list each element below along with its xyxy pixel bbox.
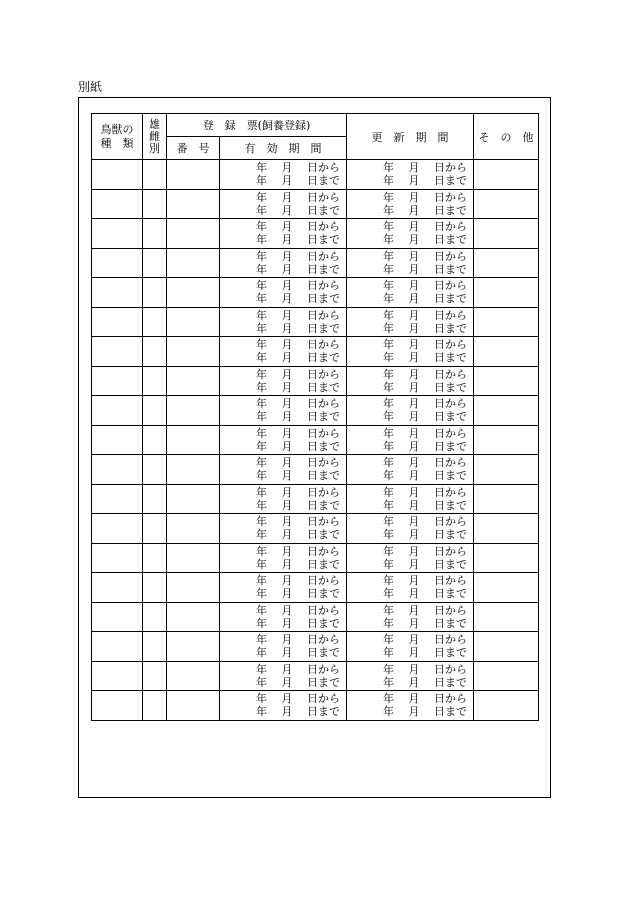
other-cell[interactable]	[474, 189, 539, 219]
number-cell[interactable]	[167, 189, 220, 219]
period-from-text: 年 月 日から	[383, 161, 467, 175]
number-cell[interactable]	[167, 691, 220, 721]
valid-period-cell[interactable]	[220, 337, 347, 367]
number-cell[interactable]	[167, 514, 220, 544]
renewal-period-cell[interactable]	[347, 307, 474, 337]
period-to-text: 年 月 日まで	[383, 292, 467, 306]
period-to-text: 年 月 日まで	[256, 203, 340, 217]
other-cell[interactable]	[474, 248, 539, 278]
period-to-text: 年 月 日まで	[383, 705, 467, 719]
valid-period-cell[interactable]	[220, 219, 347, 249]
other-cell[interactable]	[474, 484, 539, 514]
period-from-text: 年 月 日から	[256, 515, 340, 529]
renewal-period-cell[interactable]	[347, 425, 474, 455]
number-cell[interactable]	[167, 543, 220, 573]
period-from-text: 年 月 日から	[383, 338, 467, 352]
species-cell[interactable]	[92, 661, 143, 691]
period-to-text: 年 月 日まで	[256, 262, 340, 276]
renewal-period-cell[interactable]	[347, 514, 474, 544]
period-from-text: 年 月 日から	[256, 367, 340, 381]
period-to-text: 年 月 日まで	[383, 203, 467, 217]
period-to-text: 年 月 日まで	[383, 587, 467, 601]
period-from-text: 年 月 日から	[256, 279, 340, 293]
table-row	[92, 602, 539, 632]
period-to-text: 年 月 日まで	[256, 557, 340, 571]
period-from-text: 年 月 日から	[383, 574, 467, 588]
header-other: そ の 他	[474, 114, 539, 160]
period-from-text: 年 月 日から	[256, 161, 340, 175]
renewal-period-cell[interactable]	[347, 661, 474, 691]
valid-period-cell[interactable]	[220, 602, 347, 632]
sex-cell[interactable]	[143, 602, 167, 632]
species-cell[interactable]	[92, 573, 143, 603]
species-cell[interactable]	[92, 425, 143, 455]
period-to-text: 年 月 日まで	[256, 469, 340, 483]
other-cell[interactable]	[474, 602, 539, 632]
number-cell[interactable]	[167, 602, 220, 632]
species-cell[interactable]	[92, 602, 143, 632]
number-cell[interactable]	[167, 337, 220, 367]
table-row	[92, 691, 539, 721]
sex-cell[interactable]	[143, 219, 167, 249]
period-from-text: 年 月 日から	[256, 574, 340, 588]
table-row	[92, 366, 539, 396]
period-from-text: 年 月 日から	[256, 249, 340, 263]
other-cell[interactable]	[474, 573, 539, 603]
valid-period-cell[interactable]	[220, 248, 347, 278]
period-to-text: 年 月 日まで	[383, 675, 467, 689]
period-from-text: 年 月 日から	[383, 692, 467, 706]
table-row	[92, 337, 539, 367]
period-from-text: 年 月 日から	[256, 456, 340, 470]
period-from-text: 年 月 日から	[383, 190, 467, 204]
number-cell[interactable]	[167, 632, 220, 662]
sex-cell[interactable]	[143, 573, 167, 603]
valid-period-cell[interactable]	[220, 573, 347, 603]
table-row	[92, 425, 539, 455]
period-to-text: 年 月 日まで	[383, 616, 467, 630]
period-to-text: 年 月 日まで	[256, 587, 340, 601]
table-row	[92, 307, 539, 337]
period-to-text: 年 月 日まで	[383, 469, 467, 483]
renewal-period-cell[interactable]	[347, 160, 474, 190]
number-cell[interactable]	[167, 307, 220, 337]
sex-cell[interactable]	[143, 278, 167, 308]
period-to-text: 年 月 日まで	[256, 174, 340, 188]
species-cell[interactable]	[92, 484, 143, 514]
species-cell[interactable]	[92, 543, 143, 573]
header-species-text: 鳥獣の 種 類	[100, 122, 134, 150]
period-from-text: 年 月 日から	[383, 603, 467, 617]
other-cell[interactable]	[474, 425, 539, 455]
number-cell[interactable]	[167, 160, 220, 190]
valid-period-cell[interactable]	[220, 632, 347, 662]
period-from-text: 年 月 日から	[383, 515, 467, 529]
period-to-text: 年 月 日まで	[256, 616, 340, 630]
table-row	[92, 543, 539, 573]
header-sex	[143, 114, 167, 160]
renewal-period-cell[interactable]	[347, 189, 474, 219]
species-cell[interactable]	[92, 278, 143, 308]
header-valid-period: 有 効 期 間	[220, 137, 347, 160]
sex-cell[interactable]	[143, 160, 167, 190]
period-from-text: 年 月 日から	[383, 426, 467, 440]
other-cell[interactable]	[474, 219, 539, 249]
period-from-text: 年 月 日から	[383, 397, 467, 411]
period-from-text: 年 月 日から	[383, 220, 467, 234]
period-to-text: 年 月 日まで	[383, 174, 467, 188]
valid-period-cell[interactable]	[220, 691, 347, 721]
sex-cell[interactable]	[143, 661, 167, 691]
table-row	[92, 278, 539, 308]
sex-cell[interactable]	[143, 307, 167, 337]
valid-period-cell[interactable]	[220, 189, 347, 219]
valid-period-cell[interactable]	[220, 425, 347, 455]
renewal-period-cell[interactable]	[347, 543, 474, 573]
table-row	[92, 455, 539, 485]
other-cell[interactable]	[474, 160, 539, 190]
period-to-text: 年 月 日まで	[256, 705, 340, 719]
species-cell[interactable]	[92, 366, 143, 396]
species-cell[interactable]	[92, 307, 143, 337]
renewal-period-cell[interactable]	[347, 278, 474, 308]
sex-cell[interactable]	[143, 484, 167, 514]
table-row	[92, 160, 539, 190]
number-cell[interactable]	[167, 396, 220, 426]
renewal-period-cell[interactable]	[347, 337, 474, 367]
period-from-text: 年 月 日から	[383, 456, 467, 470]
number-cell[interactable]	[167, 278, 220, 308]
species-cell[interactable]	[92, 189, 143, 219]
species-cell[interactable]	[92, 691, 143, 721]
period-from-text: 年 月 日から	[256, 338, 340, 352]
number-cell[interactable]	[167, 573, 220, 603]
table-row	[92, 219, 539, 249]
period-to-text: 年 月 日まで	[256, 646, 340, 660]
header-sex-text: 雄 雌 別	[149, 117, 160, 155]
period-to-text: 年 月 日まで	[383, 557, 467, 571]
other-cell[interactable]	[474, 543, 539, 573]
other-cell[interactable]	[474, 396, 539, 426]
other-cell[interactable]	[474, 366, 539, 396]
page-label: 別紙	[78, 80, 103, 94]
species-cell[interactable]	[92, 248, 143, 278]
valid-period-cell[interactable]	[220, 278, 347, 308]
number-cell[interactable]	[167, 484, 220, 514]
renewal-period-cell[interactable]	[347, 248, 474, 278]
other-cell[interactable]	[474, 455, 539, 485]
period-to-text: 年 月 日まで	[383, 233, 467, 247]
period-to-text: 年 月 日まで	[383, 410, 467, 424]
period-to-text: 年 月 日まで	[383, 351, 467, 365]
sex-cell[interactable]	[143, 514, 167, 544]
valid-period-cell[interactable]	[220, 455, 347, 485]
period-to-text: 年 月 日まで	[383, 262, 467, 276]
renewal-period-cell[interactable]	[347, 573, 474, 603]
number-cell[interactable]	[167, 455, 220, 485]
period-from-text: 年 月 日から	[256, 633, 340, 647]
table-row	[92, 514, 539, 544]
period-from-text: 年 月 日から	[256, 662, 340, 676]
period-to-text: 年 月 日まで	[383, 528, 467, 542]
number-cell[interactable]	[167, 661, 220, 691]
period-from-text: 年 月 日から	[256, 426, 340, 440]
period-to-text: 年 月 日まで	[256, 292, 340, 306]
species-cell[interactable]	[92, 219, 143, 249]
period-from-text: 年 月 日から	[256, 308, 340, 322]
form-frame	[78, 97, 551, 798]
period-from-text: 年 月 日から	[383, 485, 467, 499]
period-to-text: 年 月 日まで	[383, 498, 467, 512]
renewal-period-cell[interactable]	[347, 396, 474, 426]
valid-period-cell[interactable]	[220, 514, 347, 544]
period-from-text: 年 月 日から	[383, 367, 467, 381]
period-to-text: 年 月 日まで	[256, 528, 340, 542]
table-row	[92, 484, 539, 514]
period-to-text: 年 月 日まで	[256, 410, 340, 424]
renewal-period-cell[interactable]	[347, 602, 474, 632]
period-to-text: 年 月 日まで	[383, 439, 467, 453]
valid-period-cell[interactable]	[220, 366, 347, 396]
other-cell[interactable]	[474, 307, 539, 337]
period-to-text: 年 月 日まで	[256, 351, 340, 365]
table-body	[92, 160, 539, 721]
period-from-text: 年 月 日から	[383, 279, 467, 293]
period-from-text: 年 月 日から	[256, 692, 340, 706]
sex-cell[interactable]	[143, 632, 167, 662]
period-from-text: 年 月 日から	[256, 397, 340, 411]
period-from-text: 年 月 日から	[256, 544, 340, 558]
period-to-text: 年 月 日まで	[256, 321, 340, 335]
species-cell[interactable]	[92, 514, 143, 544]
sex-cell[interactable]	[143, 366, 167, 396]
valid-period-cell[interactable]	[220, 543, 347, 573]
renewal-period-cell[interactable]	[347, 691, 474, 721]
period-to-text: 年 月 日まで	[383, 321, 467, 335]
other-cell[interactable]	[474, 337, 539, 367]
other-cell[interactable]	[474, 661, 539, 691]
valid-period-cell[interactable]	[220, 160, 347, 190]
period-from-text: 年 月 日から	[383, 308, 467, 322]
header-renewal-period: 更 新 期 間	[347, 114, 474, 160]
valid-period-cell[interactable]	[220, 661, 347, 691]
table-row	[92, 189, 539, 219]
renewal-period-cell[interactable]	[347, 219, 474, 249]
number-cell[interactable]	[167, 366, 220, 396]
period-to-text: 年 月 日まで	[256, 233, 340, 247]
period-to-text: 年 月 日まで	[383, 380, 467, 394]
number-cell[interactable]	[167, 248, 220, 278]
table-row	[92, 396, 539, 426]
period-from-text: 年 月 日から	[383, 249, 467, 263]
register-table	[91, 113, 539, 721]
header-species	[92, 114, 143, 160]
table-row	[92, 632, 539, 662]
sex-cell[interactable]	[143, 691, 167, 721]
other-cell[interactable]	[474, 514, 539, 544]
header-registration: 登 録 票(飼養登録)	[167, 114, 347, 137]
period-to-text: 年 月 日まで	[256, 439, 340, 453]
sex-cell[interactable]	[143, 248, 167, 278]
period-from-text: 年 月 日から	[256, 190, 340, 204]
period-to-text: 年 月 日まで	[256, 498, 340, 512]
species-cell[interactable]	[92, 337, 143, 367]
number-cell[interactable]	[167, 219, 220, 249]
valid-period-cell[interactable]	[220, 396, 347, 426]
renewal-period-cell[interactable]	[347, 455, 474, 485]
species-cell[interactable]	[92, 396, 143, 426]
species-cell[interactable]	[92, 160, 143, 190]
valid-period-cell[interactable]	[220, 484, 347, 514]
sex-cell[interactable]	[143, 396, 167, 426]
period-from-text: 年 月 日から	[256, 603, 340, 617]
other-cell[interactable]	[474, 632, 539, 662]
header-number: 番 号	[167, 137, 220, 160]
species-cell[interactable]	[92, 455, 143, 485]
sex-cell[interactable]	[143, 543, 167, 573]
period-from-text: 年 月 日から	[383, 662, 467, 676]
other-cell[interactable]	[474, 691, 539, 721]
species-cell[interactable]	[92, 632, 143, 662]
other-cell[interactable]	[474, 278, 539, 308]
period-to-text: 年 月 日まで	[256, 380, 340, 394]
renewal-period-cell[interactable]	[347, 366, 474, 396]
table-row	[92, 573, 539, 603]
period-from-text: 年 月 日から	[256, 220, 340, 234]
renewal-period-cell[interactable]	[347, 632, 474, 662]
number-cell[interactable]	[167, 425, 220, 455]
sex-cell[interactable]	[143, 189, 167, 219]
sex-cell[interactable]	[143, 337, 167, 367]
period-from-text: 年 月 日から	[383, 633, 467, 647]
sex-cell[interactable]	[143, 425, 167, 455]
period-to-text: 年 月 日まで	[383, 646, 467, 660]
renewal-period-cell[interactable]	[347, 484, 474, 514]
valid-period-cell[interactable]	[220, 307, 347, 337]
table-row	[92, 661, 539, 691]
period-to-text: 年 月 日まで	[256, 675, 340, 689]
sex-cell[interactable]	[143, 455, 167, 485]
table-row	[92, 248, 539, 278]
period-from-text: 年 月 日から	[256, 485, 340, 499]
period-from-text: 年 月 日から	[383, 544, 467, 558]
